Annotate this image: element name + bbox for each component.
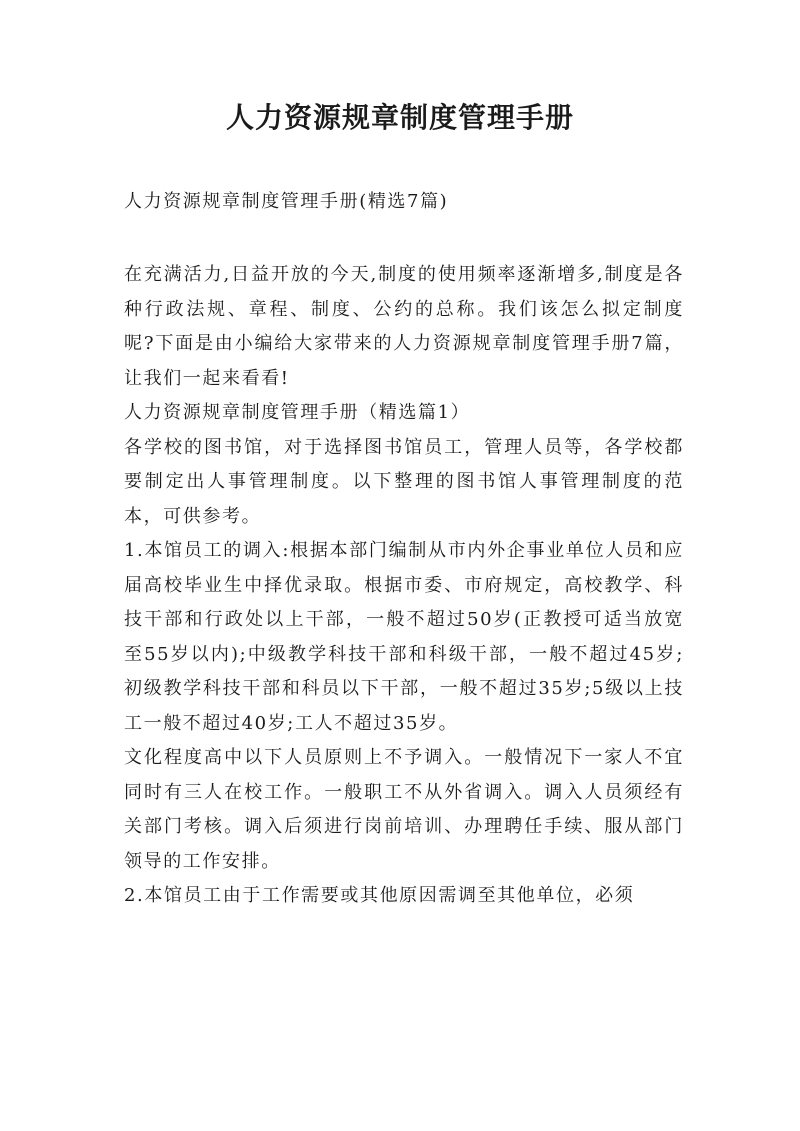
body-paragraph: 1.本馆员工的调入:根据本部门编制从市内外企事业单位人员和应届高校毕业生中择优录取。根据市委、市府规定，高校教学、科技干部和行政处以上干部，一般不超过50岁(正教授可适当放宽至55岁以内);中级教学科技干部和科级干部，一般不超过45岁;初级教学科技干部和科员以下干部，一般不超过35岁;5级以上技工一般不超过40岁;工人不超过35岁。 — [124, 540, 684, 734]
document-body — [124, 258, 684, 914]
intro-paragraph: 在充满活力,日益开放的今天,制度的使用频率逐渐增多,制度是各种行政法规、章程、制度、公约的总称。我们该怎么拟定制度呢?下面是由小编给大家带来的人力资源规章制度管理手册7篇，让我们一起来看看! — [124, 264, 684, 389]
body-paragraph: 各学校的图书馆，对于选择图书馆员工，管理人员等，各学校都要制定出人事管理制度。以下整理的图书馆人事管理制度的范本，可供参考。 — [124, 436, 684, 527]
section-heading: 人力资源规章制度管理手册（精选篇1） — [124, 402, 471, 423]
document-title: 人力资源规章制度管理手册 — [225, 101, 574, 134]
document-subtitle: 人力资源规章制度管理手册(精选7篇) — [124, 191, 449, 212]
body-paragraph: 文化程度高中以下人员原则上不予调入。一般情况下一家人不宜同时有三人在校工作。一般职工不从外省调入。调入人员须经有关部门考核。调入后须进行岗前培训、办理聘任手续、服从部门领导的工作安排。 — [124, 747, 684, 872]
body-paragraph: 2.本馆员工由于工作需要或其他原因需调至其他单位，必须 — [124, 885, 635, 906]
